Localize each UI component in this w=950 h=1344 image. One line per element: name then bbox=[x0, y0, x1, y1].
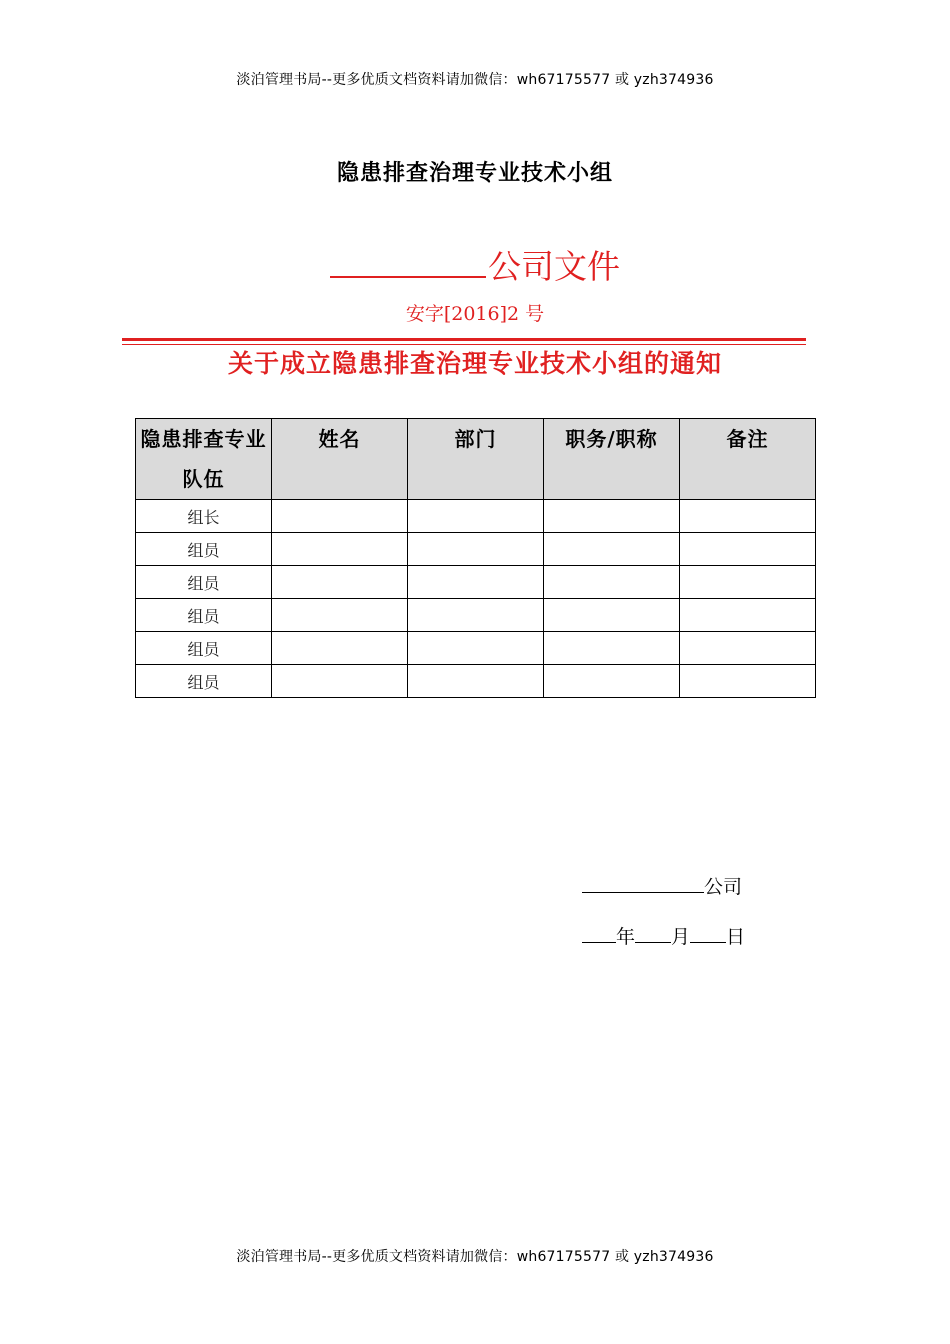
table-cell bbox=[680, 632, 816, 665]
table-cell bbox=[544, 500, 680, 533]
column-header: 备注 bbox=[680, 419, 816, 500]
table-row bbox=[136, 566, 816, 599]
table-cell bbox=[272, 599, 408, 632]
month-blank bbox=[635, 922, 671, 943]
table-cell bbox=[544, 632, 680, 665]
page-footer-text: 淡泊管理书局--更多优质文档资料请加微信：wh67175577 或 yzh374936 bbox=[236, 1249, 714, 1265]
table-cell bbox=[272, 533, 408, 566]
table-cell bbox=[680, 500, 816, 533]
table-cell: 组员 bbox=[136, 665, 272, 698]
year-label: 年 bbox=[616, 926, 636, 948]
company-suffix: 公司 bbox=[704, 876, 743, 898]
table-cell bbox=[680, 533, 816, 566]
table-row bbox=[136, 632, 816, 665]
day-blank bbox=[690, 922, 726, 943]
table-row bbox=[136, 665, 816, 698]
table-cell bbox=[272, 632, 408, 665]
table-cell bbox=[408, 632, 544, 665]
table-cell bbox=[544, 533, 680, 566]
table-cell bbox=[408, 533, 544, 566]
notice-title: 关于成立隐患排查治理专业技术小组的通知 bbox=[227, 349, 722, 378]
table-row bbox=[136, 533, 816, 566]
table-cell bbox=[544, 665, 680, 698]
table-cell bbox=[408, 599, 544, 632]
table-cell bbox=[680, 665, 816, 698]
table-cell bbox=[408, 665, 544, 698]
month-label: 月 bbox=[671, 926, 691, 948]
day-label: 日 bbox=[726, 926, 746, 948]
table-row bbox=[136, 599, 816, 632]
table-cell: 组员 bbox=[136, 599, 272, 632]
column-header: 隐患排查专业队伍 bbox=[136, 419, 272, 500]
company-file-heading bbox=[0, 240, 950, 291]
company-name-blank bbox=[330, 240, 486, 278]
column-header: 职务/职称 bbox=[544, 419, 680, 500]
table-row bbox=[136, 500, 816, 533]
signature-date-line bbox=[582, 922, 745, 949]
year-blank bbox=[582, 922, 616, 943]
company-name-underline bbox=[582, 872, 704, 893]
signature-company-line bbox=[582, 872, 742, 899]
table-header-row bbox=[136, 419, 816, 500]
table-cell: 组长 bbox=[136, 500, 272, 533]
red-divider-thick bbox=[122, 338, 806, 341]
column-header: 姓名 bbox=[272, 419, 408, 500]
column-header: 部门 bbox=[408, 419, 544, 500]
document-number: 安字[2016]2 号 bbox=[405, 303, 545, 325]
company-file-label: 公司文件 bbox=[488, 247, 620, 286]
team-table bbox=[135, 418, 816, 698]
table-cell bbox=[272, 566, 408, 599]
table-cell bbox=[408, 500, 544, 533]
table-cell bbox=[680, 599, 816, 632]
table-cell: 组员 bbox=[136, 533, 272, 566]
table-cell bbox=[408, 566, 544, 599]
table-cell bbox=[544, 566, 680, 599]
table-cell: 组员 bbox=[136, 566, 272, 599]
table-cell bbox=[272, 500, 408, 533]
document-title: 隐患排查治理专业技术小组 bbox=[336, 161, 613, 186]
page-header-text: 淡泊管理书局--更多优质文档资料请加微信：wh67175577 或 yzh374936 bbox=[236, 72, 714, 88]
table-cell: 组员 bbox=[136, 632, 272, 665]
table-cell bbox=[544, 599, 680, 632]
table-cell bbox=[272, 665, 408, 698]
table-cell bbox=[680, 566, 816, 599]
